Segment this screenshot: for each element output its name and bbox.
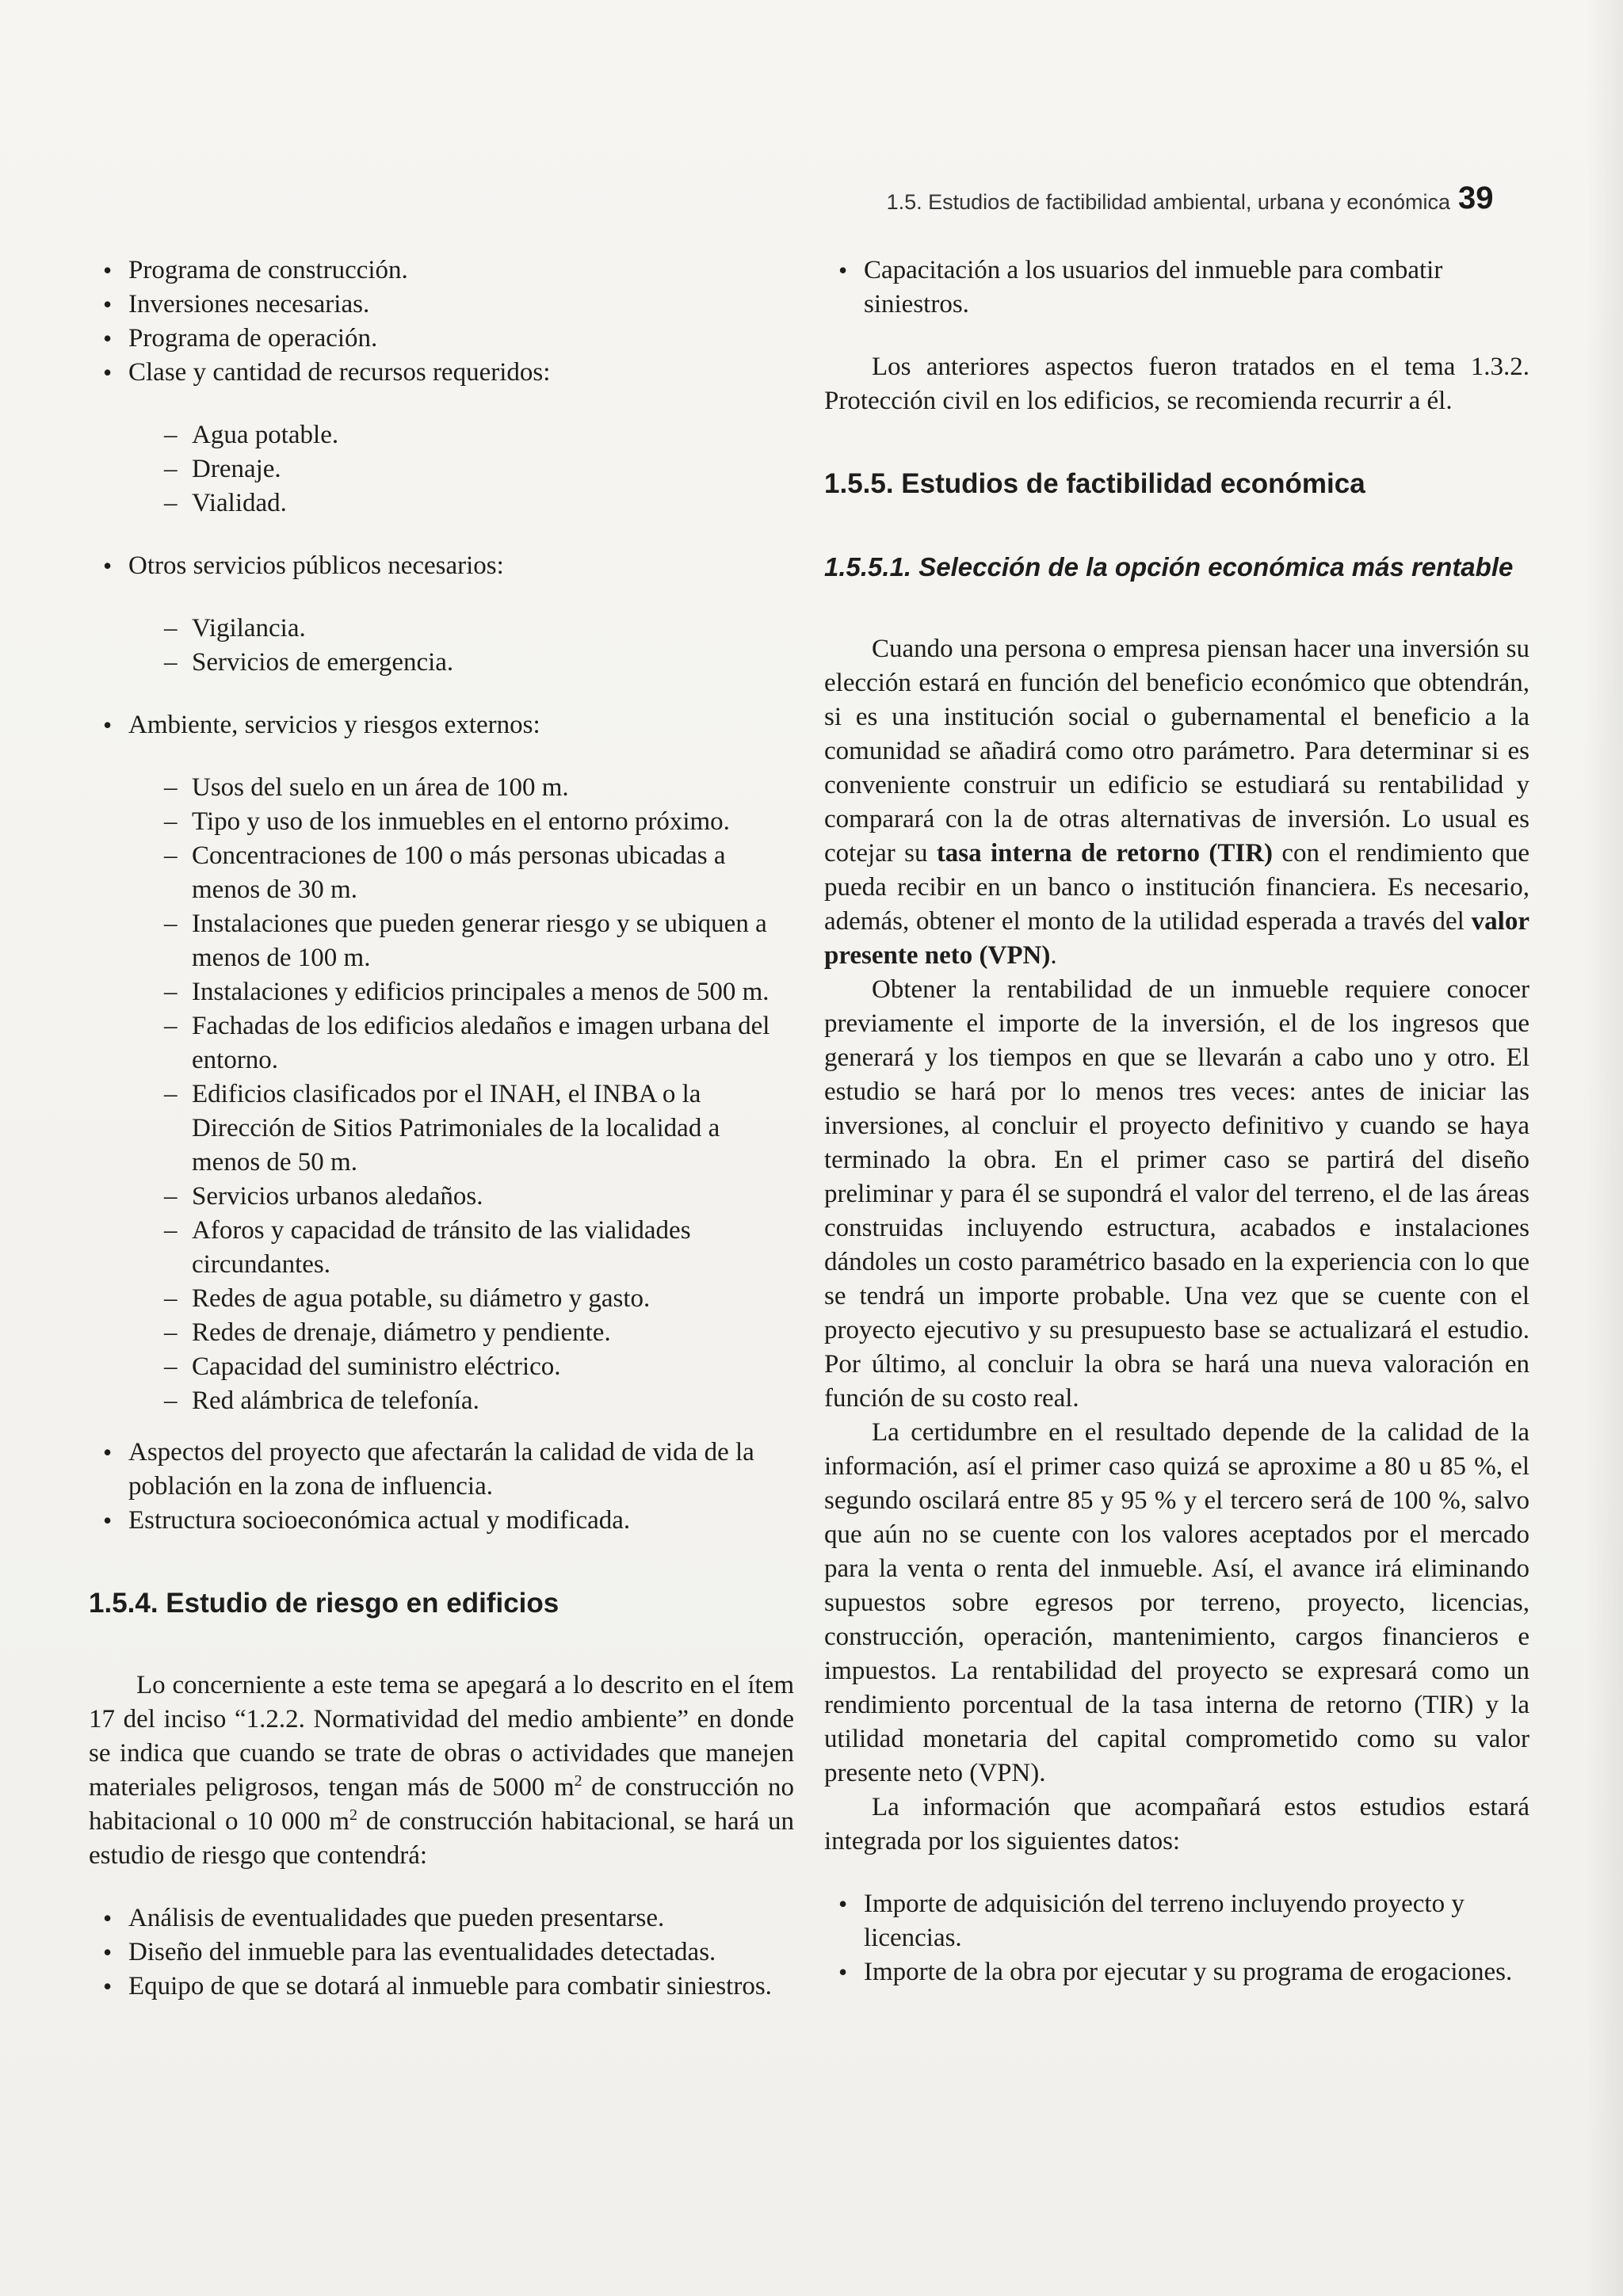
bullet-icon: • [838, 1890, 848, 1918]
sub-list-item-text: Instalaciones y edificios principales a menos de 500 m. [192, 978, 769, 1006]
list-item [89, 1970, 794, 2004]
subsection-heading: 1.5.5.1. Selección de la opción económica más rentable [824, 552, 1514, 582]
sub-list-item-text: Red alámbrica de telefonía. [192, 1386, 479, 1415]
sub-list-item-text: Vigilancia. [192, 614, 306, 643]
sub-list-item-text: Servicios urbanos aledaños. [192, 1182, 483, 1211]
superscript: 2 [349, 1806, 357, 1824]
bold-term: tasa interna de retorno (TIR) [936, 839, 1274, 868]
list-item [89, 549, 794, 583]
sub-list-item-text: Instalaciones que pueden generar riesgo y se ubiquen a menos de 100 m. [192, 910, 767, 972]
list-item-text: Programa de construcción. [128, 256, 408, 284]
section-heading: 1.5.4. Estudio de riesgo en edificios [89, 1588, 559, 1619]
risk-sub-list [89, 771, 794, 1418]
paragraph: Los anteriores aspectos fueron tratados en el tema 1.3.2. Protección civil en los edificios, se recomienda recurrir a él. [824, 353, 1529, 415]
paragraph-text: Cuando una persona o empresa piensan hacer una inversión su elección estará en función del beneficio económico que obtendrán, si es una institución social o gubernamental el beneficio a la comunidad se añadirá como otro parámetro. Para determinar si es conveniente construir un edificio se estudiará su rentabilidad y comparará con la de otras alternativas de inversión. Lo usual es cotejar su [824, 635, 1529, 868]
dash-icon: – [164, 841, 178, 870]
sub-list-item-text: Tipo y uso de los inmuebles en el entorno próximo. [192, 807, 730, 836]
list-item-text: Capacitación a los usuarios del inmueble para combatir siniestros. [864, 256, 1443, 318]
paragraph-text: con el rendimiento que pueda recibir en un banco o institución financiera. Es necesario, además, obtener el monto de la utilidad esperada a través del [824, 839, 1530, 936]
sub-list-item [89, 1350, 794, 1384]
dash-icon: – [164, 910, 178, 938]
dash-icon: – [164, 1352, 178, 1381]
list-item-text: Aspectos del proyecto que afectarán la calidad de vida de la población en la zona de influencia. [128, 1438, 754, 1501]
sub-list-item [89, 839, 794, 907]
page-edge-shadow [1585, 0, 1623, 2296]
list-item-text: Importe de la obra por ejecutar y su programa de erogaciones. [864, 1958, 1513, 1986]
sub-list-item [89, 612, 794, 646]
bullet-icon: • [103, 1904, 113, 1932]
dash-icon: – [164, 1080, 178, 1108]
dash-icon: – [164, 773, 178, 802]
dash-icon: – [164, 807, 178, 836]
sub-list-item [89, 1077, 794, 1180]
list-item-text: Otros servicios públicos necesarios: [128, 551, 504, 580]
paragraph-text: Lo concerniente a este tema se apegará a lo descrito en el ítem 17 del inciso “1.2.2. Normatividad del medio ambiente” en donde se indica que cuando se trate de obras o actividades que manejen materiales peligrosos, tengan más de 5000 m [89, 1671, 794, 1802]
dash-icon: – [164, 421, 178, 449]
dash-icon: – [164, 489, 178, 517]
list-item-text: Diseño del inmueble para las eventualidades detectadas. [128, 1938, 716, 1966]
sub-list-item [89, 1282, 794, 1316]
bullet-icon: • [103, 358, 113, 387]
sub-list-item-text: Servicios de emergencia. [192, 648, 454, 677]
list-item [89, 708, 794, 742]
section-heading: 1.5.5. Estudios de factibilidad económica [824, 468, 1365, 499]
list-item [89, 288, 794, 322]
paragraph [824, 632, 1529, 973]
dash-icon: – [164, 1182, 178, 1211]
sub-list-item-text: Drenaje. [192, 455, 281, 483]
sub-list-item [89, 1214, 794, 1282]
list-item [89, 322, 794, 356]
sub-list-item-text: Usos del suelo en un área de 100 m. [192, 773, 569, 802]
paragraph-text: de construcción habitacional, se hará un estudio de riesgo que contendrá: [89, 1807, 794, 1870]
left-column [89, 254, 794, 2004]
sub-list-item [89, 486, 794, 521]
bullet-icon: • [103, 711, 113, 739]
list-item-text: Estructura socioeconómica actual y modificada. [128, 1506, 631, 1535]
right-column [824, 254, 1529, 1989]
bullet-icon: • [103, 1506, 113, 1535]
running-head: 1.5. Estudios de factibilidad ambiental, urbana y económica [886, 190, 1450, 214]
list-item [89, 1936, 794, 1970]
sub-list-item-text: Edificios clasificados por el INAH, el INBA o la Dirección de Sitios Patrimoniales de la localidad a menos de 50 m. [192, 1080, 720, 1177]
dash-icon: – [164, 1284, 178, 1313]
sub-list-item [89, 1009, 794, 1077]
bullet-icon: • [838, 1958, 848, 1986]
dash-icon: – [164, 1012, 178, 1040]
sub-list-item-text: Fachadas de los edificios aledaños e imagen urbana del entorno. [192, 1012, 770, 1074]
bullet-icon: • [103, 1438, 113, 1466]
sub-list-item-text: Concentraciones de 100 o más personas ubicadas a menos de 30 m. [192, 841, 726, 904]
dash-icon: – [164, 1318, 178, 1347]
sub-list-item [89, 907, 794, 975]
list-item [89, 356, 794, 390]
sub-list-item [89, 1384, 794, 1418]
dash-icon: – [164, 1386, 178, 1415]
sub-list-item-text: Redes de drenaje, diámetro y pendiente. [192, 1318, 611, 1347]
sub-list-item-text: Redes de agua potable, su diámetro y gasto. [192, 1284, 651, 1313]
bullet-icon: • [103, 551, 113, 580]
sub-list-item-text: Aforos y capacidad de tránsito de las vialidades circundantes. [192, 1216, 691, 1279]
sub-list-item [89, 418, 794, 452]
list-item-text: Ambiente, servicios y riesgos externos: [128, 711, 540, 739]
paragraph-text: . [1050, 941, 1057, 970]
sub-list-item-text: Vialidad. [192, 489, 287, 517]
page-number: 39 [1458, 181, 1494, 215]
sub-list-item [89, 805, 794, 839]
list-item [824, 1955, 1529, 1989]
sub-list-item [89, 1180, 794, 1214]
bullet-icon: • [103, 290, 113, 318]
sub-list-item [89, 975, 794, 1009]
list-item [89, 1436, 794, 1504]
list-item-text: Clase y cantidad de recursos requeridos: [128, 358, 551, 387]
dash-icon: – [164, 978, 178, 1006]
sub-list-item [89, 646, 794, 680]
dash-icon: – [164, 614, 178, 643]
paragraph: Obtener la rentabilidad de un inmueble requiere conocer previamente el importe de la inversión, el de los ingresos que generará y los tiempos en que se llevarán a cabo uno y otro. El estudio se hará por lo menos tres veces: antes de iniciar las inversiones, al concluir el proyecto definitivo y cuando se haya terminado la obra. En el primer caso se partirá del diseño preliminar y para él se supondrá el valor del terreno, el de las áreas construidas incluyendo estructura, acabados e instalaciones dándoles un costo paramétrico basado en la experiencia con lo que se tendrá un importe probable. Una vez que se cuente con el proyecto ejecutivo y su presupuesto base se actualizará el estudio. Por último, al concluir la obra se hará una nueva valoración en función de su costo real. [824, 975, 1529, 1413]
list-item [89, 254, 794, 288]
list-item [89, 1901, 794, 1936]
list-item-text: Importe de adquisición del terreno incluyendo proyecto y licencias. [864, 1890, 1465, 1952]
paragraph [89, 1669, 794, 1873]
bullet-icon: • [103, 256, 113, 284]
list-item [89, 1504, 794, 1538]
list-item-text: Análisis de eventualidades que pueden presentarse. [128, 1904, 665, 1932]
sub-list-item [89, 452, 794, 486]
dash-icon: – [164, 1216, 178, 1245]
sub-list-item-text: Capacidad del suministro eléctrico. [192, 1352, 561, 1381]
bullet-icon: • [838, 256, 848, 284]
list-item [824, 1887, 1529, 1955]
superscript: 2 [574, 1772, 582, 1790]
dash-icon: – [164, 648, 178, 677]
bold-term: valor presente neto (VPN) [824, 907, 1529, 970]
paragraph-text: de construcción no habitacional o 10 000 m [89, 1773, 794, 1836]
sub-list-item [89, 1316, 794, 1350]
list-item-text: Programa de operación. [128, 324, 378, 353]
bullet-icon: • [103, 1938, 113, 1966]
bullet-icon: • [103, 324, 113, 353]
dash-icon: – [164, 455, 178, 483]
sub-list-item-text: Agua potable. [192, 421, 339, 449]
list-item-text: Equipo de que se dotará al inmueble para combatir siniestros. [128, 1972, 772, 2000]
sub-list-item [89, 771, 794, 805]
bullet-icon: • [103, 1972, 113, 2000]
paragraph: La información que acompañará estos estudios estará integrada por los siguientes datos: [824, 1793, 1529, 1855]
paragraph: La certidumbre en el resultado depende de la calidad de la información, así el primer caso quizá se aproxime a 80 u 85 %, el segundo oscilará entre 85 y 95 % y el tercero será de 100 %, salvo que aún no se cuente con los valores aceptados por el mercado para la venta o renta del inmueble. Así, el avance irá eliminando supuestos sobre egresos por terreno, proyecto, licencias, construcción, operación, mantenimiento, cargos financieros e impuestos. La rentabilidad del proyecto se expresará como un rendimiento porcentual de la tasa interna de retorno (TIR) y la utilidad monetaria del capital comprometido como su valor presente neto (VPN). [824, 1418, 1529, 1787]
list-item-text: Inversiones necesarias. [128, 290, 370, 318]
list-item [824, 254, 1529, 322]
